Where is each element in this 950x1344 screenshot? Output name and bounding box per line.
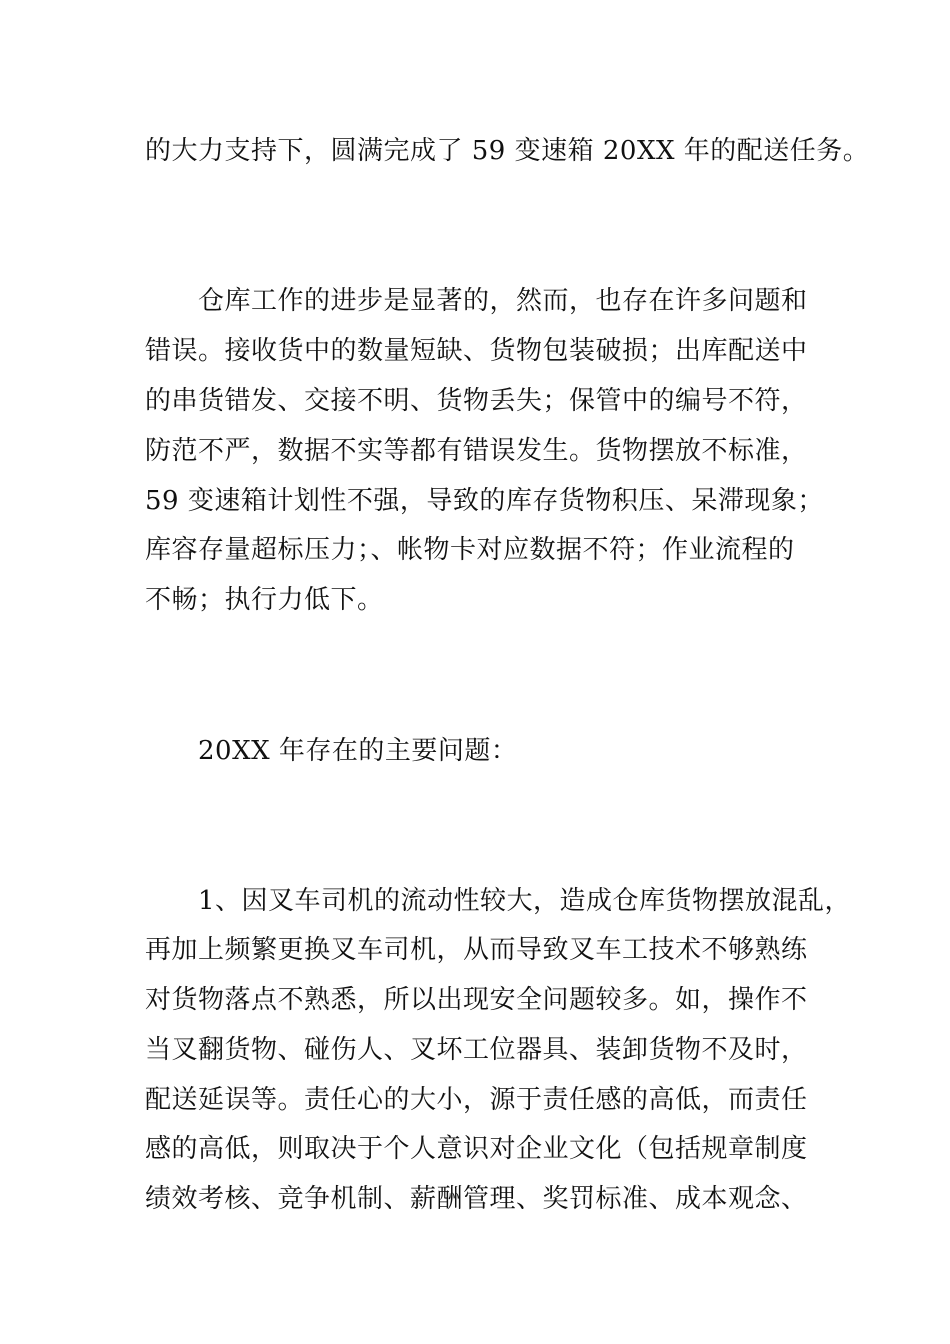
paragraph-2-line-5: 59 变速箱计划性不强，导致的库存货物积压、呆滞现象；: [145, 486, 824, 516]
paragraph-2-line-6: 库容存量超标压力；、帐物卡对应数据不符；作业流程的: [145, 535, 795, 565]
paragraph-2-line-3: 的串货错发、交接不明、货物丢失；保管中的编号不符，: [145, 386, 808, 416]
paragraph-3-line-1: 20XX 年存在的主要问题：: [145, 736, 518, 766]
paragraph-4-line-2: 再加上频繁更换叉车司机，从而导致叉车工技术不够熟练: [145, 935, 808, 965]
paragraph-2-line-2: 错误。接收货中的数量短缺、货物包装破损；出库配送中: [145, 336, 808, 366]
paragraph-4-line-6: 感的高低，则取决于个人意识对企业文化（包括规章制度: [145, 1134, 808, 1164]
paragraph-4-line-3: 对货物落点不熟悉，所以出现安全问题较多。如，操作不: [145, 985, 808, 1015]
paragraph-2-line-4: 防范不严，数据不实等都有错误发生。货物摆放不标准，: [145, 436, 808, 466]
paragraph-4-line-1: 1、因叉车司机的流动性较大，造成仓库货物摆放混乱，: [145, 886, 852, 916]
paragraph-2-line-7: 不畅；执行力低下。: [145, 585, 384, 615]
paragraph-4-line-4: 当叉翻货物、碰伤人、叉坏工位器具、装卸货物不及时，: [145, 1035, 808, 1065]
paragraph-4-line-5: 配送延误等。责任心的大小，源于责任感的高低，而责任: [145, 1085, 808, 1115]
paragraph-4-line-7: 绩效考核、竞争机制、薪酬管理、奖罚标准、成本观念、: [145, 1184, 808, 1214]
paragraph-1-line-1: 的大力支持下，圆满完成了 59 变速箱 20XX 年的配送任务。: [145, 136, 870, 166]
paragraph-2-line-1: 仓库工作的进步是显著的，然而，也存在许多问题和: [145, 286, 808, 316]
